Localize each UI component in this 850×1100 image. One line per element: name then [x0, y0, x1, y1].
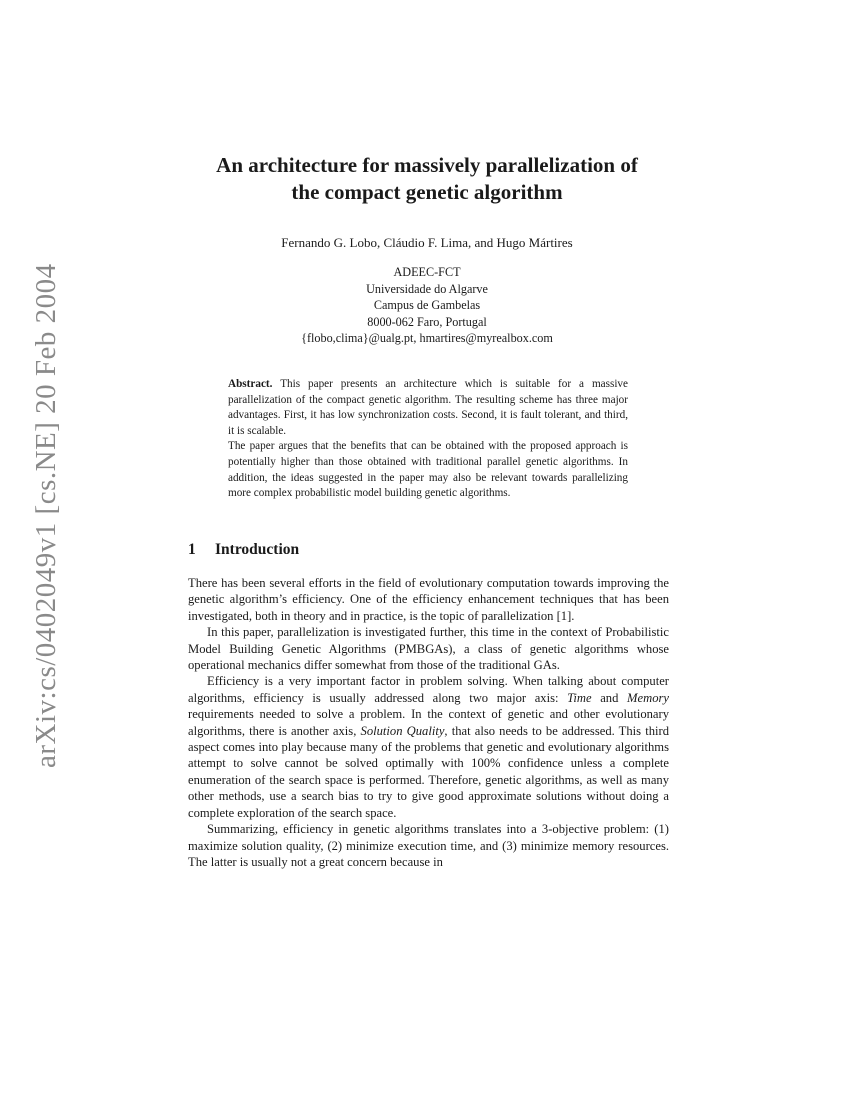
body-paragraph-1: There has been several efforts in the field of evolutionary computation towards improving the genetic algorithm’s efficiency. One of the efficiency enhancement techniques that has been investigated, both in theory and in practice, is the topic of parallelization [1].: [188, 576, 669, 623]
paper-title: [150, 152, 704, 206]
section-number: 1: [188, 541, 196, 558]
body-paragraph-2: In this paper, parallelization is investigated further, this time in the context of Probabilistic Model Building Genetic Algorithms (PMBGAs), a class of genetic algorithms whose operational mechanics differ somewhat from those of the traditional GAs.: [188, 625, 669, 673]
authors: Fernando G. Lobo, Cláudio F. Lima, and Hugo Mártires: [281, 235, 573, 250]
affiliation-dept: ADEEC-FCT: [393, 265, 461, 279]
abstract: [228, 377, 628, 502]
term-solution-quality: Solution Quality: [360, 723, 445, 738]
abstract-paragraph-1: [228, 377, 628, 439]
section-heading-introduction: [188, 541, 299, 559]
introduction-body: [188, 575, 669, 870]
body-paragraph-3: [188, 673, 669, 821]
title-line-1: An architecture for massively parallelization of: [216, 153, 638, 177]
author-emails: {flobo,clima}@ualg.pt, hmartires@myrealbox.com: [301, 331, 553, 346]
affiliation-campus: Campus de Gambelas: [373, 298, 481, 313]
affiliation-university: Universidade do Algarve: [366, 281, 488, 296]
body-text-segment: , that also needs to be addressed. This third aspect comes into play because many of the problems that genetic and evolutionary algorithms attempt to solve cannot be solved optimally with 100% confidence unless a complete enumeration of the search space is performed. Therefore, genetic algorithms, as well as many other methods, use a search bias to try to give good approximate solutions without doing a complete exploration of the search space.: [188, 723, 670, 820]
body-text-segment: requirements needed to solve a problem. In the context of genetic and other evolutionary algorithms, there is another axis,: [188, 707, 669, 738]
body-text-segment: Efficiency is a very important factor in problem solving. When talking about computer algorithms, efficiency is usually addressed along two major axis:: [188, 674, 669, 705]
affiliation-city: 8000-062 Faro, Portugal: [367, 314, 487, 329]
affiliation-block: [150, 264, 704, 347]
title-line-2: the compact genetic algorithm: [291, 180, 563, 204]
arxiv-identifier: arXiv:cs/0402049v1 [cs.NE] 20 Feb 2004: [30, 263, 62, 768]
body-text-segment: and: [591, 690, 628, 705]
section-title: Introduction: [215, 541, 300, 558]
abstract-label: Abstract.: [228, 378, 273, 390]
abstract-paragraph-2: The paper argues that the benefits that can be obtained with the proposed approach is potentially higher than those obtained with traditional parallel genetic algorithms. In addition, the ideas suggested in the paper may also be relevant towards parallelizing more complex probabilistic model building genetic algorithms.: [228, 440, 628, 500]
term-time: Time: [567, 690, 592, 705]
term-memory: Memory: [627, 690, 669, 705]
body-paragraph-4: Summarizing, efficiency in genetic algorithms translates into a 3-objective problem: (1) maximize solution quality, (2) minimize execution time, and (3) minimize memory resources. The latter is usually not a great concern because in: [188, 822, 669, 869]
abstract-text-1: This paper presents an architecture which is suitable for a massive parallelization of the compact genetic algorithm. The resulting scheme has three major advantages. First, it has low synchronization costs. Second, it is fault tolerant, and third, it is scalable.: [228, 378, 628, 437]
